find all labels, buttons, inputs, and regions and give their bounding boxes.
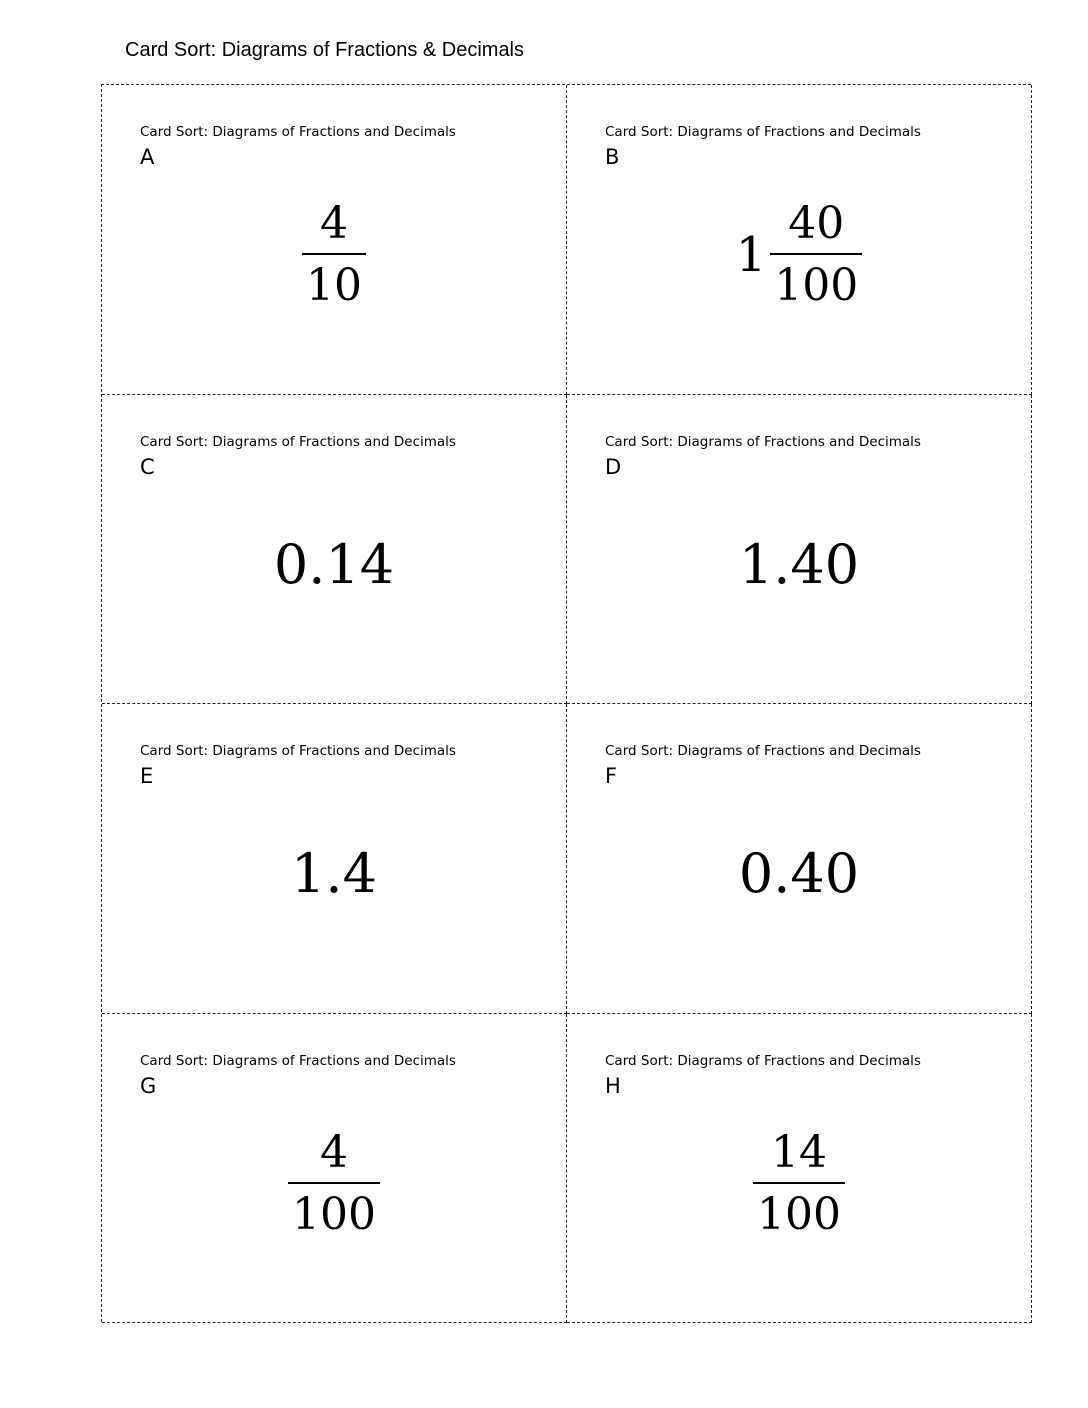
whole-part: 1 [735,227,767,283]
card-header: Card Sort: Diagrams of Fractions and Decimals [140,124,456,140]
decimal-value: 1.40 [738,532,860,596]
card-header: Card Sort: Diagrams of Fractions and Decimals [140,1052,456,1069]
card-value [102,814,566,934]
card-grid [101,84,1031,1322]
mixed-number [736,197,863,313]
numerator: 4 [319,1126,348,1178]
fraction-bar [302,253,366,255]
card-header: Card Sort: Diagrams of Fractions and Decimals [140,743,456,759]
card-b [567,85,1032,395]
fraction [770,197,862,313]
card-letter: C [140,454,155,479]
card-letter: B [605,145,620,169]
card-g [102,1014,567,1324]
card-value [102,195,566,315]
card-header: Card Sort: Diagrams of Fractions and Decimals [605,743,921,759]
page-title: Card Sort: Diagrams of Fractions & Decimals [125,39,525,61]
numerator: 14 [770,1126,827,1178]
card-letter: H [605,1073,621,1098]
decimal-value: 0.40 [738,842,860,905]
denominator: 10 [306,260,362,311]
card-value [567,195,1031,315]
card-letter: G [140,1073,157,1098]
denominator: 100 [757,1188,841,1240]
card-a [102,85,567,395]
card-letter: E [140,764,154,788]
card-letter: A [140,145,155,169]
card-e [102,704,567,1014]
denominator: 100 [292,1188,376,1240]
fraction-bar [753,1182,845,1184]
card-letter: D [605,454,622,479]
card-c [102,395,567,705]
numerator: 40 [788,198,845,249]
card-header: Card Sort: Diagrams of Fractions and Decimals [605,1052,921,1069]
card-letter: F [605,764,618,788]
decimal-value: 0.14 [273,532,395,596]
card-value [567,1124,1031,1244]
fraction [753,1126,845,1242]
fraction [302,197,366,313]
card-value [102,505,566,625]
card-f [567,704,1032,1014]
card-header: Card Sort: Diagrams of Fractions and Decimals [605,124,921,140]
denominator: 100 [774,260,859,311]
card-value [567,505,1031,625]
fraction [288,1126,380,1242]
card-value [102,1124,566,1244]
card-header: Card Sort: Diagrams of Fractions and Decimals [140,433,456,450]
decimal-value: 1.4 [291,842,377,905]
card-h [567,1014,1032,1324]
card-header: Card Sort: Diagrams of Fractions and Decimals [605,433,921,450]
card-value [567,814,1031,934]
card-d [567,395,1032,705]
numerator: 4 [320,198,348,249]
fraction-bar [770,253,862,255]
fraction-bar [288,1182,380,1184]
